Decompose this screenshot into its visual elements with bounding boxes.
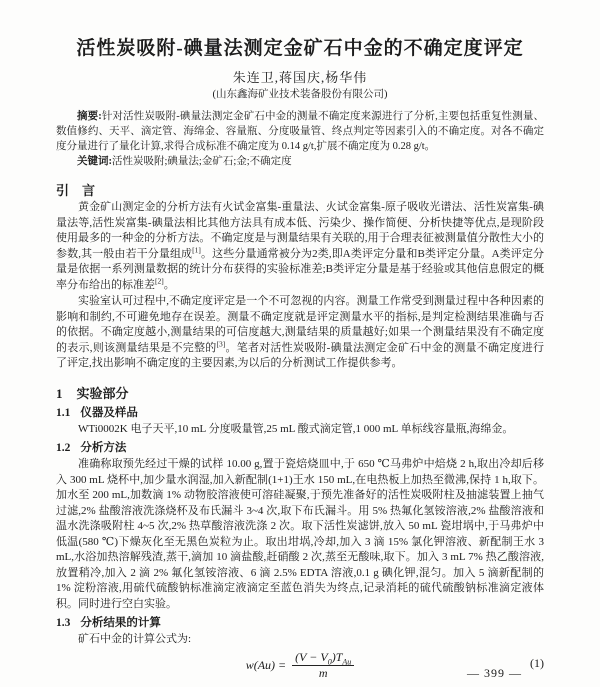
intro-p1-text-a: 黄金矿山测定金的分析方法有火试金富集-重量法、火试金富集-原子吸收光谱法、活性炭富集-碘量法等,活性炭富集-碘量法相比其他方法具有成本低、污染少、操作简便、分析快捷等优点,是现阶段使用最多的一种金的分析方法。不确定度是与测量结果有关联的,用于合理表征被测量值分散性大小的参数,其一般由若干分量组成 [56,201,544,260]
introduction-paragraph-2 [56,294,544,372]
affiliation-line: (山东鑫海矿业技术装备股份有限公司) [212,89,388,100]
section-1-2-heading [56,441,544,456]
abstract-label: 摘要: [77,111,102,122]
t-au-subscript: Au [342,656,352,666]
keywords-line [56,154,544,169]
paper-title: 活性炭吸附-碘量法测定金矿石中金的不确定度评定 [76,38,524,59]
numerator-v-term: (V − V [295,649,328,664]
keywords-text: 活性炭吸附;碘量法;金矿石;金;不确定度 [112,156,292,167]
abstract-paragraph [56,109,544,154]
section-1-2-title: 分析方法 [80,442,127,454]
section-1-1-number: 1.1 [56,406,71,419]
equation-1-body [246,651,355,680]
authors-line: 朱连卫,蒋国庆,杨华伟 [232,70,368,85]
section-1-1-heading [56,406,544,421]
section-1-2-number: 1.2 [56,442,71,454]
citation-ref-3: [3] [216,338,226,348]
intro-p1-text-c: 。 [163,278,175,291]
section-1-number: 1 [56,385,63,401]
intro-p2-text-a: 实验室认可过程中,不确定度评定是一个不可忽视的内容。测量工作常受到测量过程中各种因素的影响和制约,不可避免地存在误差。测量不确定度就是评定测量水平的指标,是判定检测结果准确与否的依据。不确定度越小,测量结果的可信度越大,测量结果的质量越好;如果一个测量结果没有不确定度的表示,则该测量结果是不完整的 [56,295,544,354]
section-1-3-heading [56,616,544,631]
introduction-paragraph-1 [56,200,544,293]
fraction-numerator [292,651,354,666]
citation-ref-2: [2] [155,275,164,285]
citation-ref-1: [1] [192,244,201,254]
section-1-3-title: 分析结果的计算 [80,617,161,629]
v0-subscript: 0 [327,656,332,666]
fraction-denominator: m [318,665,328,680]
introduction-heading: 引 言 [56,183,96,198]
section-1-1-title: 仪器及样品 [80,406,138,419]
intro-p2-text-b: 。笔者对活性炭吸附-碘量法测定金矿石中金的测量不确定度进行了评定,找出影响不确定度的主要因素,为以后的分析测试工作提供参考。 [56,341,545,369]
section-1-title: 实验部分 [76,385,129,401]
keywords-label: 关键词: [77,156,112,167]
formula-lead-text: 矿石中金的计算公式为: [78,633,192,645]
intro-p1-text-b: 。这些分量通常被分为2类,即A类评定分量和B类评定分量。A类评定分量是依据一系列测量数据的统计分布获得的实验标准差;B类评定分量是基于经验或其他信息假定的概率分布给出的标准差 [56,247,544,291]
equation-number: (1) [530,656,544,670]
numerator-t-term: )T [331,649,343,664]
section-1-2-paragraph: 准确称取预先经过干燥的试样 10.00 g,置于瓷焙烧皿中,于 650 ℃马弗炉中焙烧 2 h,取出冷却后移入 300 mL 烧杯中,加少量水润湿,加入新配制(1+1)王水 150 mL,在电热板上加热至微沸,保持 1 h,取下。加水至 200 mL,加数滴 1% 动物胶溶液使可溶硅凝聚,于预先准备好的活性炭吸附柱及抽滤装置上抽气过滤,2% 盐酸溶液洗涤烧杯及布氏漏斗 3~4 次,取下布氏漏斗。用 5% 热氟化氢铵溶液,2% 盐酸溶液和温水洗涤吸附柱 4~5 次,2% 热草酸溶液洗涤 2 次。取下活性炭滤饼,放入 50 mL 瓷坩埚中,于马弗炉中低温(580 ℃)下燥灰化至无黑色炭粒为止。取出坩埚,冷却,加入 3 滴 15% 氯化钾溶液、新配制王水 3 mL,水浴加热溶解残渣,蒸干,滴加 10 滴盐酸,赶硝酸 2 次,蒸至无酸味,取下。加入 3 mL 7% 热乙酸溶液,放置稍冷,加入 2 滴 2% 氟化氢铵溶液、6 滴 2.5% EDTA 溶液,0.1 g 碘化钾,混匀。加入 5 滴新配制的 1% 淀粉溶液,用硫代硫酸钠标准滴定液滴定至蓝色消失为终点,记录消耗的硫代硫酸钠标准滴定液体积。同时进行空白实验。 [56,458,544,610]
equation-fraction [292,651,354,680]
section-1-heading [56,385,544,402]
section-1-1-paragraph: WTi0002K 电子天平,10 mL 分度吸量管,25 mL 酸式滴定管,1 000 mL 单标线容量瓶,海绵金。 [78,422,514,435]
equation-lhs: w(Au) = [245,657,287,672]
abstract-text: 针对活性炭吸附-碘量法测定金矿石中金的测量不确定度来源进行了分析,主要包括重复性测量、数值修约、天平、滴定管、海绵金、容量瓶、分度吸量管、终点判定等因素引入的不确定度。对各不确定度分量进行了量化计算,求得合成标准不确定度为 0.14 g/t,扩展不确定度为 0.28 g/t。 [56,111,544,152]
section-1-3-number: 1.3 [56,617,71,629]
page-number: — 399 — [467,666,522,680]
